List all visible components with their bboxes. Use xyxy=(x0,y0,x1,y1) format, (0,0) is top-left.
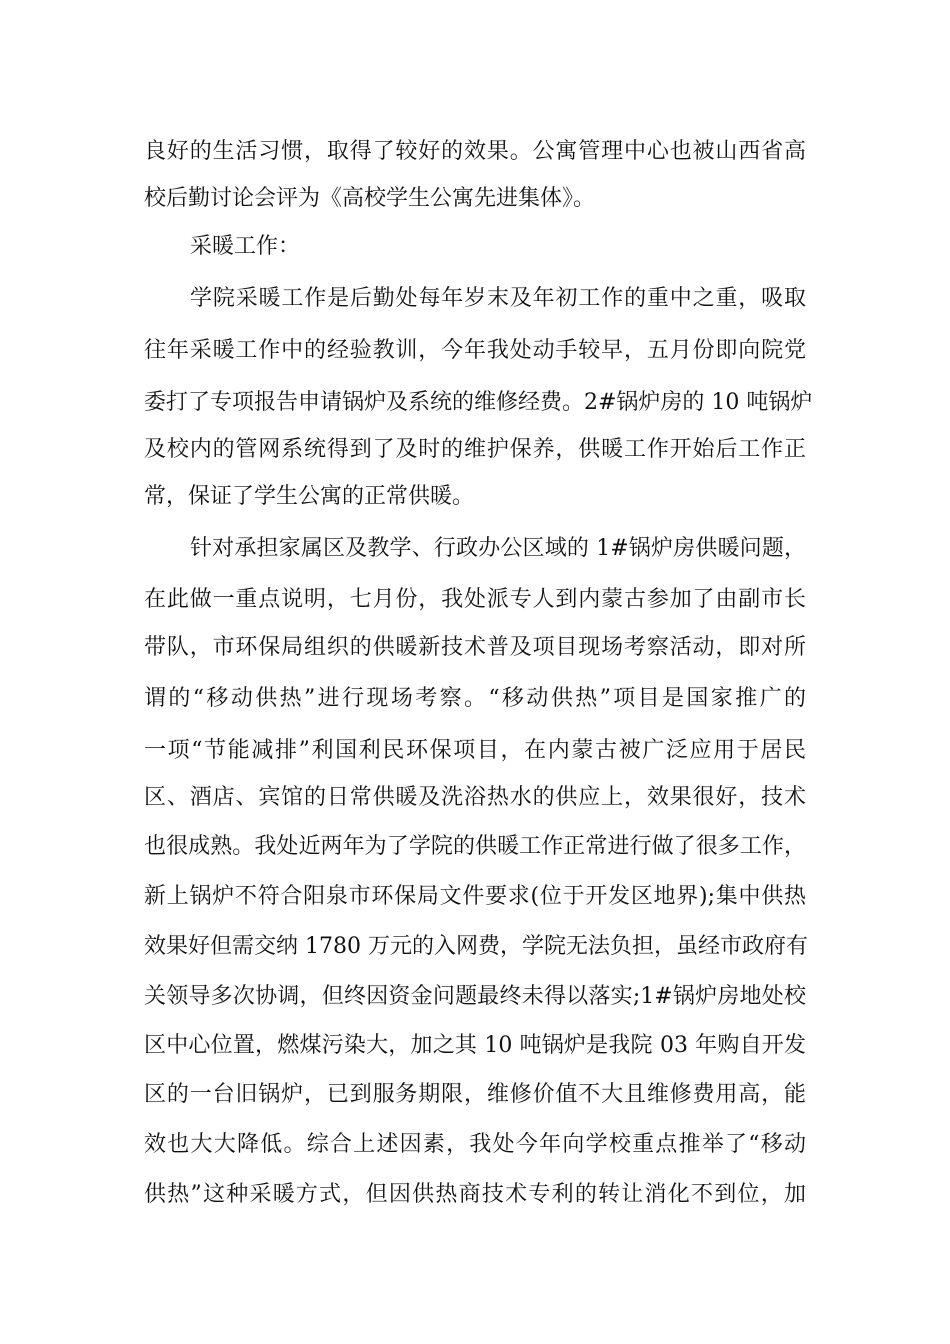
text-line: 一项“节能减排”利国利民环保项目，在内蒙古被广泛应用于居民 xyxy=(144,738,806,763)
text-line: 及校内的管网系统得到了及时的维护保养，供暖工作开始后工作正 xyxy=(144,437,806,462)
text-line: 委打了专项报告申请锅炉及系统的维修经费。2#锅炉房的 10 吨锅炉 xyxy=(144,390,813,415)
text-line: 也很成熟。我处近两年为了学院的供暖工作正常进行做了很多工作， xyxy=(144,834,806,859)
text-line: 往年采暖工作中的经验教训，今年我处动手较早，五月份即向院党 xyxy=(144,338,806,363)
text-line: 区的一台旧锅炉，已到服务期限，维修价值不大且维修费用高，能 xyxy=(144,1082,806,1107)
text-line: 效也大大降低。综合上述因素，我处今年向学校重点推举了“移动 xyxy=(144,1132,806,1157)
text-line: 针对承担家属区及教学、行政办公区域的 1#锅炉房供暖问题， xyxy=(190,536,806,561)
text-line: 新上锅炉不符合阳泉市环保局文件要求(位于开发区地界);集中供热 xyxy=(144,884,806,909)
text-line: 良好的生活习惯，取得了较好的效果。公寓管理中心也被山西省高 xyxy=(144,139,806,164)
text-line: 效果好但需交纳 1780 万元的入网费，学院无法负担，虽经市政府有 xyxy=(144,934,808,959)
text-line: 谓的“移动供热”进行现场考察。“移动供热”项目是国家推广的 xyxy=(144,686,806,711)
text-line: 在此做一重点说明，七月份，我处派专人到内蒙古参加了由副市长 xyxy=(144,587,806,612)
text-line: 带队，市环保局组织的供暖新技术普及项目现场考察活动，即对所 xyxy=(144,635,806,660)
section-heading: 采暖工作： xyxy=(190,234,301,259)
text-line: 学院采暖工作是后勤处每年岁末及年初工作的重中之重，吸取 xyxy=(190,286,806,311)
text-line: 区中心位置，燃煤污染大，加之其 10 吨锅炉是我院 03 年购自开发 xyxy=(144,1033,806,1058)
text-line: 校后勤讨论会评为《高校学生公寓先进集体》。 xyxy=(144,186,596,211)
text-line: 常，保证了学生公寓的正常供暖。 xyxy=(144,484,475,509)
text-line: 区、酒店、宾馆的日常供暖及洗浴热水的供应上，效果很好，技术 xyxy=(144,785,806,810)
text-line: 供热”这种采暖方式，但因供热商技术专利的转让消化不到位，加 xyxy=(144,1182,806,1207)
text-line: 关领导多次协调，但终因资金问题最终未得以落实;1#锅炉房地处校 xyxy=(144,984,806,1009)
